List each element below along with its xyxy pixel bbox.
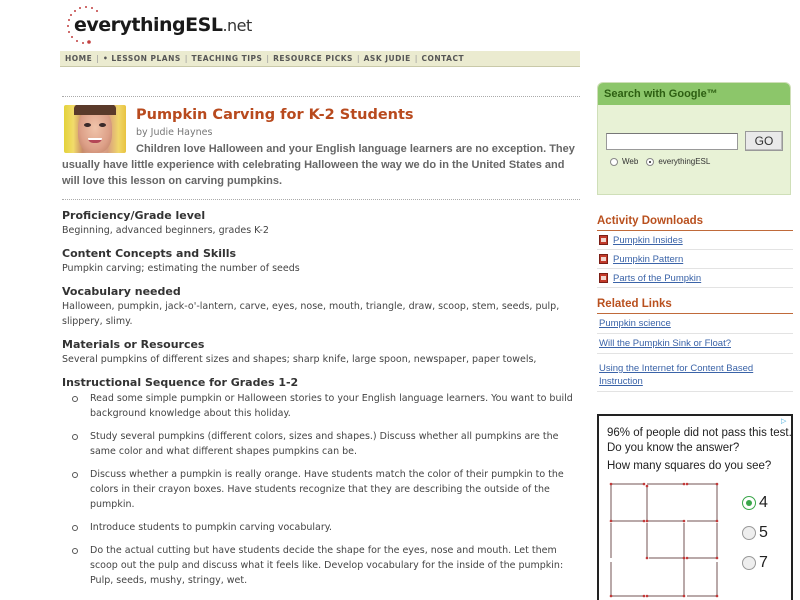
section-vocabulary (62, 284, 580, 329)
pdf-icon (599, 235, 608, 245)
nav-contact[interactable]: CONTACT (421, 54, 465, 63)
section-body: Pumpkin carving; estimating the number of seeds (62, 263, 300, 274)
download-link[interactable]: Parts of the Pumpkin (613, 272, 702, 284)
radio-selected-icon (742, 496, 756, 510)
radio-icon (742, 526, 756, 540)
section-proficiency (62, 208, 580, 238)
related-link-item (597, 354, 793, 392)
article-title: Pumpkin Carving for K-2 Students (136, 107, 414, 123)
nav-lesson-plans[interactable]: • LESSON PLANS (102, 54, 181, 63)
related-link[interactable]: Pumpkin science (599, 318, 671, 329)
article (62, 96, 580, 596)
ad-option-label: 7 (759, 554, 768, 571)
article-intro (62, 105, 580, 199)
divider (62, 96, 580, 97)
ad-option-5[interactable] (742, 524, 768, 542)
divider (62, 199, 580, 200)
sidebar (597, 82, 793, 392)
list-item: Introduce students to pumpkin carving vocabulary. (62, 520, 580, 535)
pdf-icon (599, 273, 608, 283)
nav-separator: | (356, 54, 360, 63)
nav-home[interactable]: HOME (65, 54, 93, 63)
main-nav (60, 51, 580, 67)
radio-web-label: Web (622, 157, 639, 166)
nav-separator: | (184, 54, 188, 63)
ad-option-4[interactable] (742, 494, 768, 512)
related-link[interactable]: Will the Pumpkin Sink or Float? (599, 338, 731, 349)
section-content-concepts (62, 246, 580, 276)
google-search-heading: Search with Google™ (598, 83, 790, 105)
section-heading: Proficiency/Grade level (62, 209, 206, 222)
section-body: Halloween, pumpkin, jack-o'-lantern, carve, eyes, nose, mouth, triangle, draw, scoop, stem, seeds, pulp, slippery, slimy. (62, 301, 560, 327)
section-body: Beginning, advanced beginners, grades K-2 (62, 225, 269, 236)
list-item: Study several pumpkins (different colors, sizes and shapes.) Discuss whether all pumpkins are the same color and what different shapes pumpkins can be. (62, 429, 580, 459)
go-button[interactable]: GO (745, 131, 783, 151)
related-link-item (597, 334, 793, 354)
nav-separator: | (96, 54, 99, 63)
section-instructional-sequence (62, 375, 580, 588)
download-link[interactable]: Pumpkin Insides (613, 234, 683, 246)
nav-separator: | (266, 54, 270, 63)
radio-everythingesl[interactable] (646, 158, 654, 166)
download-item (597, 269, 793, 288)
article-summary: Children love Halloween and your English language learners are no exception. They usually have little experience with celebrating Halloween the way we do in the United States and will love this lesson on carving pumpkins. (62, 143, 575, 187)
list-item: Read some simple pumpkin or Halloween stories to your English language learners. You want to build background knowledge about this holiday. (62, 391, 580, 421)
related-link-item (597, 314, 793, 334)
squares-puzzle-image (609, 482, 719, 598)
ad-text: 96% of people did not pass this test. Do you know the answer? (607, 427, 792, 454)
ad-question: How many squares do you see? (607, 460, 772, 472)
search-input[interactable] (606, 133, 738, 150)
activity-downloads-heading: Activity Downloads (597, 215, 793, 231)
ad-option-label: 5 (759, 524, 768, 541)
list-item: Discuss whether a pumpkin is really orange. Have students match the color of their pumpkin to the colors in their crayon boxes. Have students recognize that they are describing the outside of the pumpkin. (62, 467, 580, 512)
logo-text: everythingESL.net (74, 14, 252, 36)
section-body: Several pumpkins of different sizes and shapes; sharp knife, large spoon, newspaper, paper towels, (62, 354, 537, 365)
list-item: Do the actual cutting but have students decide the shape for the eyes, nose and mouth. Let them scoop out the pulp and discuss what it feels like. Develop vocabulary for the inside of the pumpkin: Pulp, seeds, mushy, stringy, wet. (62, 543, 580, 588)
section-heading: Materials or Resources (62, 338, 205, 351)
nav-separator: | (414, 54, 418, 63)
pdf-icon (599, 254, 608, 264)
search-scope (610, 157, 790, 166)
advertisement[interactable] (597, 414, 793, 600)
nav-resource-picks[interactable]: RESOURCE PICKS (273, 54, 353, 63)
nav-ask-judie[interactable]: ASK JUDIE (363, 54, 411, 63)
section-heading: Content Concepts and Skills (62, 247, 237, 260)
steps-list (62, 391, 580, 588)
section-materials (62, 337, 580, 367)
radio-everythingesl-label: everythingESL (658, 157, 711, 166)
ad-option-label: 4 (759, 494, 768, 511)
download-item (597, 231, 793, 250)
nav-teaching-tips[interactable]: TEACHING TIPS (191, 54, 263, 63)
article-byline: by Judie Haynes (136, 127, 213, 138)
related-link[interactable]: Using the Internet for Content Based Instruction (599, 363, 754, 387)
related-links-heading: Related Links (597, 298, 793, 314)
google-search-box (597, 82, 791, 195)
radio-icon (742, 556, 756, 570)
radio-web[interactable] (610, 158, 618, 166)
section-heading: Instructional Sequence for Grades 1-2 (62, 376, 299, 389)
ad-option-7[interactable] (742, 554, 768, 572)
adchoices-icon[interactable]: ▷ (781, 417, 787, 425)
site-logo[interactable] (64, 4, 252, 48)
section-heading: Vocabulary needed (62, 285, 181, 298)
download-link[interactable]: Pumpkin Pattern (613, 253, 684, 265)
download-item (597, 250, 793, 269)
